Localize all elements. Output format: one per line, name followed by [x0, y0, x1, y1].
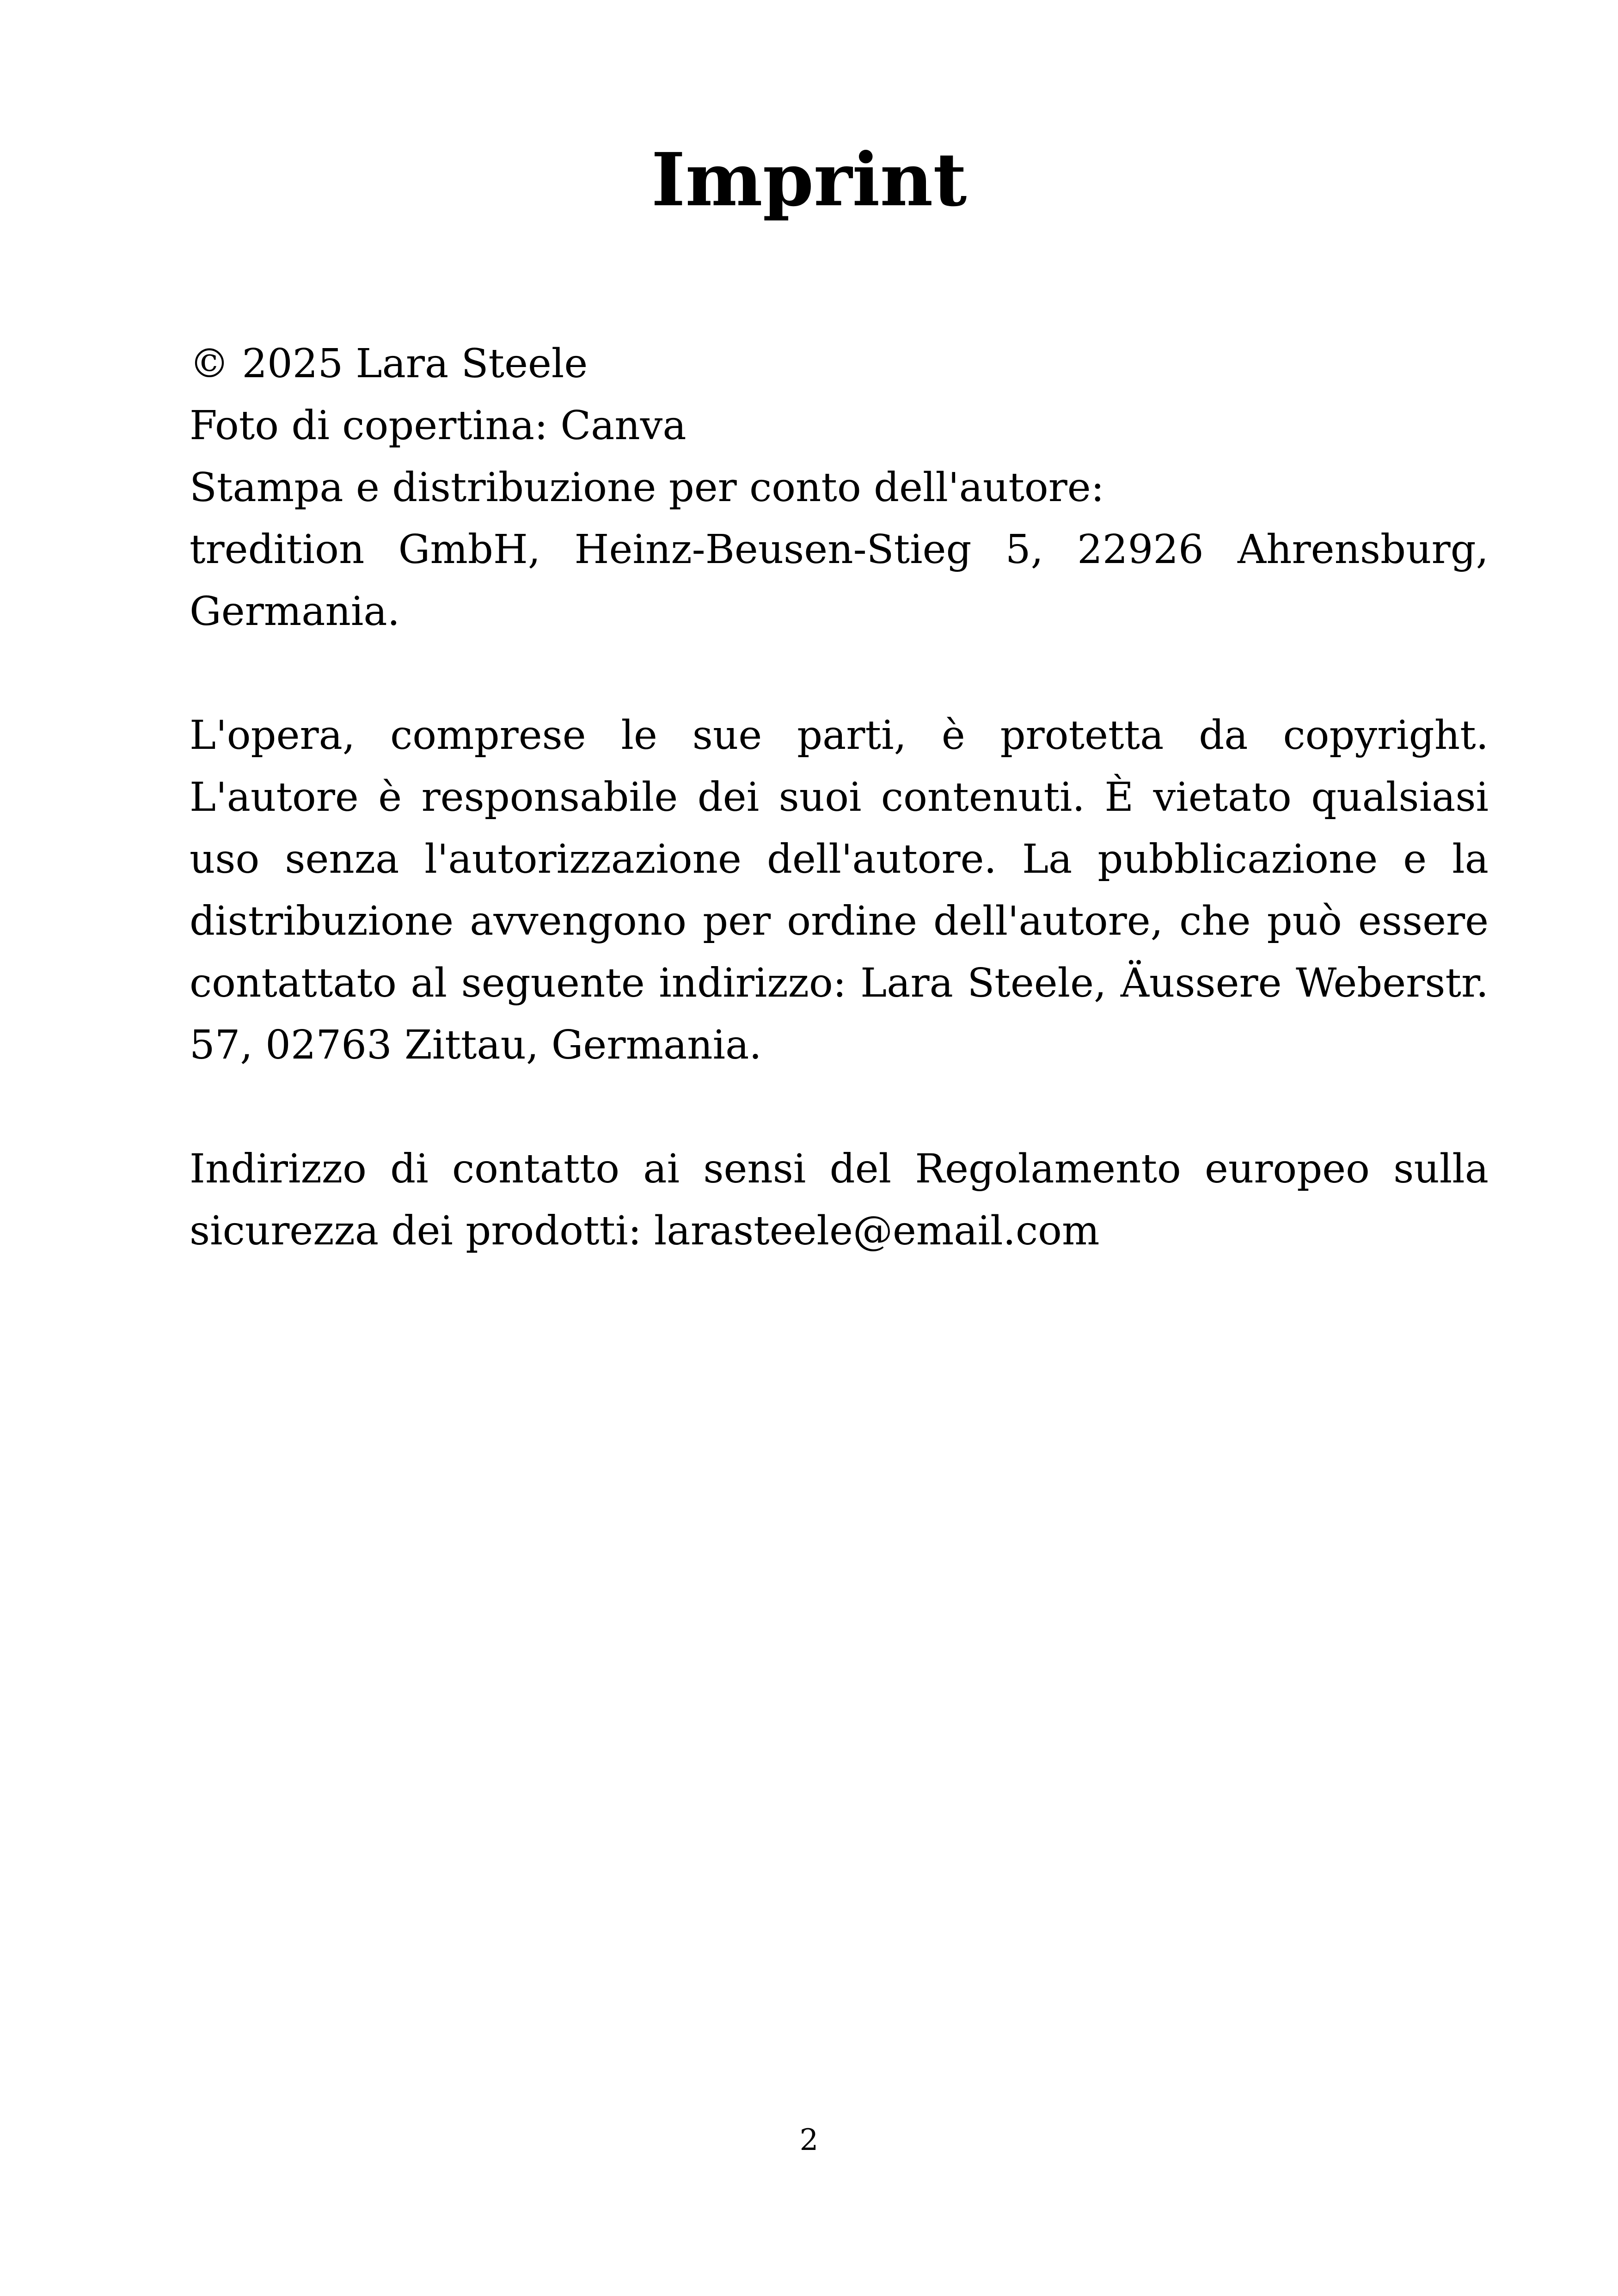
- paragraph-spacer: [190, 1076, 1489, 1138]
- publisher-country-line: Germania.: [190, 588, 400, 635]
- print-distribution-line: Stampa e distribuzione per conto dell'autore:: [190, 465, 1104, 511]
- copyright-notice-paragraph: L'opera, comprese le sue parti, è protetta da copyright. L'autore è responsabile dei suoi contenuti. È vietato qualsiasi uso senza l'autorizzazione dell'autore. La pubblicazione e la distribuzione avvengono per ordine dell'autore, che può essere contattato al seguente indirizzo: Lara Steele, Äussere Weberstr. 57, 02763 Zittau, Germania.: [190, 712, 1489, 1068]
- copyright-line: © 2025 Lara Steele: [190, 341, 588, 387]
- paragraph-spacer: [190, 643, 1489, 704]
- page-title: Imprint: [651, 137, 967, 223]
- safety-contact-paragraph: Indirizzo di contatto ai sensi del Regolamento europeo sulla sicurezza dei prodotti: larasteele@email.com: [190, 1146, 1489, 1254]
- imprint-details: [190, 333, 1489, 643]
- publisher-address-line: tredition GmbH, Heinz-Beusen-Stieg 5, 22926 Ahrensburg,: [190, 527, 1489, 573]
- page-number: 2: [799, 2123, 819, 2157]
- cover-photo-line: Foto di copertina: Canva: [190, 403, 686, 449]
- imprint-content: [190, 333, 1489, 1262]
